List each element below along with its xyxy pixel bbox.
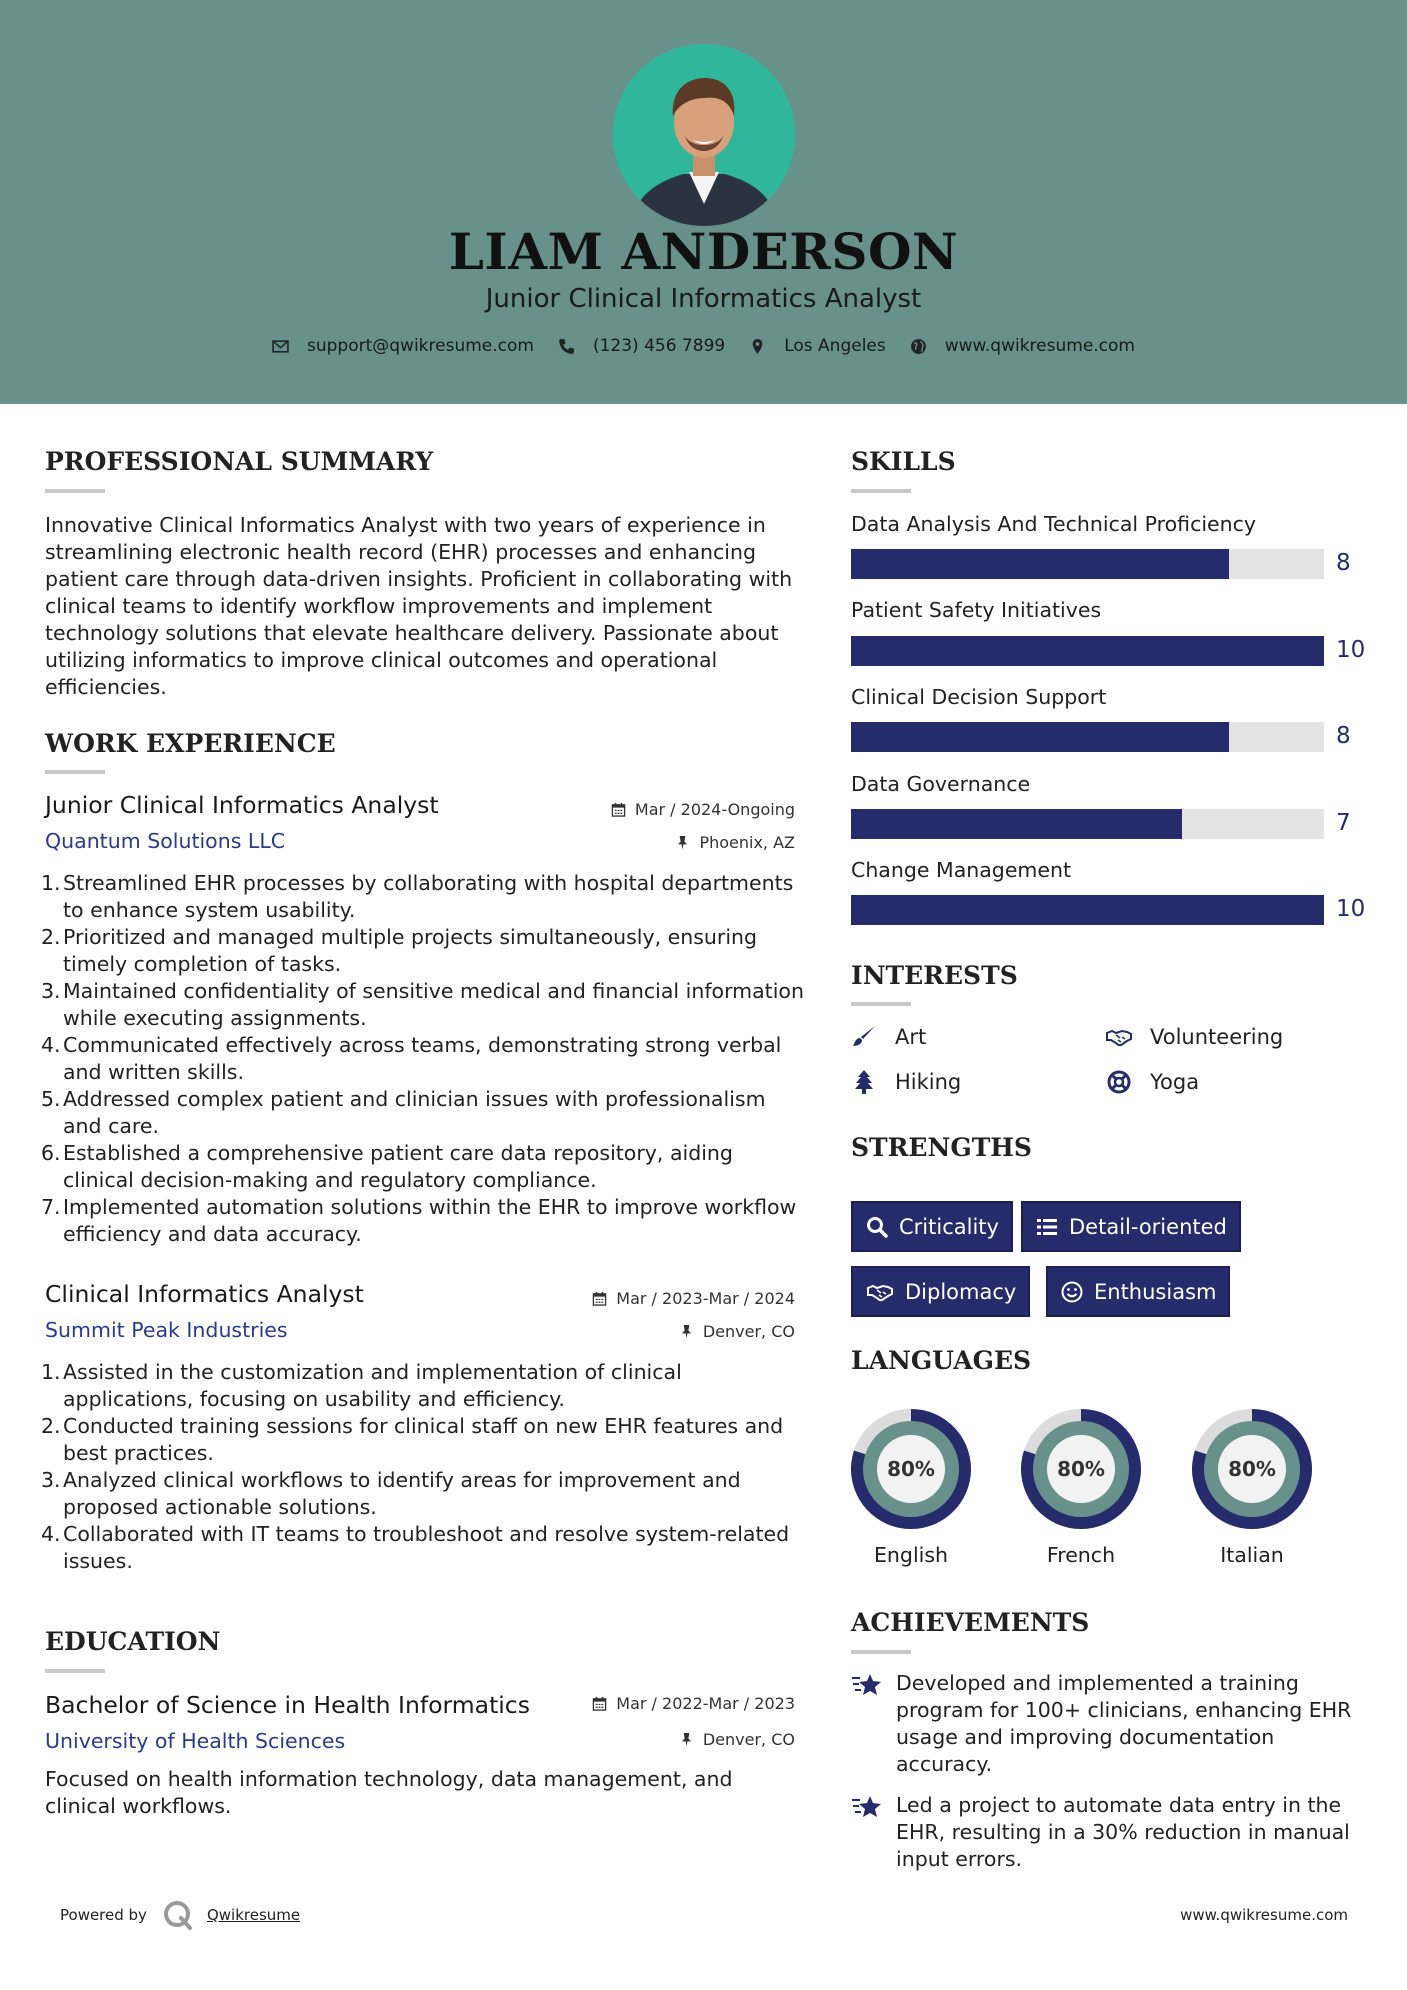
job-title: Junior Clinical Informatics Analyst [45, 791, 439, 819]
summary-heading: PROFESSIONAL SUMMARY [45, 447, 434, 476]
skills-heading: SKILLS [851, 447, 956, 476]
map-pin-icon [749, 338, 766, 355]
list-icon [1035, 1215, 1059, 1239]
strength-label: Detail-oriented [1069, 1214, 1227, 1239]
profile-photo [613, 44, 795, 226]
language-item [1190, 1407, 1314, 1567]
list-item: 3. Maintained confidentiality of sensitive medical and financial information while executing assignments. [41, 979, 804, 1030]
skill-bar-fill [851, 722, 1229, 752]
job-entry [41, 788, 804, 1248]
skills-list [851, 510, 1371, 930]
job-dates [611, 800, 795, 819]
education-dates-text: Mar / 2022-Mar / 2023 [616, 1694, 795, 1713]
candidate-name: LIAM ANDERSON [448, 222, 959, 281]
calendar-icon [592, 1696, 607, 1711]
language-ring [1190, 1407, 1314, 1531]
lifering-icon [1106, 1070, 1132, 1094]
list-item: 7. Implemented automation solutions within the EHR to improve workflow efficiency and data accuracy. [41, 1195, 797, 1246]
education-heading: EDUCATION [45, 1627, 221, 1656]
job-company: Summit Peak Industries [45, 1318, 288, 1342]
contact-location [749, 336, 886, 356]
languages-heading: LANGUAGES [851, 1346, 1032, 1375]
job-company: Quantum Solutions LLC [45, 829, 286, 853]
skill-bar [851, 549, 1324, 579]
footer-powered-by [60, 1898, 300, 1932]
pushpin-icon [679, 1324, 694, 1339]
list-item: 5. Addressed complex patient and clinician issues with professionalism and care. [41, 1087, 766, 1138]
strength-chip [851, 1201, 1013, 1252]
language-percent: 80% [887, 1457, 935, 1481]
strength-label: Enthusiasm [1094, 1279, 1217, 1304]
footer-website[interactable]: www.qwikresume.com [1180, 1906, 1348, 1924]
list-item: 3. Analyzed clinical workflows to identify areas for improvement and proposed actionable solutions. [41, 1468, 741, 1519]
candidate-title: Junior Clinical Informatics Analyst [485, 284, 922, 314]
star-icon [851, 1670, 885, 1700]
strength-chip [1046, 1266, 1230, 1317]
skill-label: Clinical Decision Support [851, 685, 1107, 709]
person-portrait-icon [613, 44, 795, 226]
phone-icon [558, 338, 575, 355]
powered-by-text: Powered by [60, 1906, 147, 1924]
language-percent: 80% [1228, 1457, 1276, 1481]
achievements-divider [851, 1650, 911, 1654]
skill-value: 8 [1336, 550, 1351, 576]
skill-value: 10 [1336, 637, 1366, 663]
job-dates-text: Mar / 2024-Ongoing [634, 800, 795, 819]
calendar-icon [611, 802, 626, 817]
contact-bar [0, 336, 1407, 356]
qwikresume-logo-icon [161, 1898, 195, 1932]
handshake-icon [865, 1280, 895, 1304]
job-bullets [41, 1359, 805, 1575]
education-dates [592, 1694, 795, 1713]
skill-bar-fill [851, 549, 1229, 579]
interest-label: Art [895, 1025, 927, 1049]
job-dates-text: Mar / 2023-Mar / 2024 [616, 1289, 795, 1308]
job-location-text: Denver, CO [702, 1322, 795, 1341]
list-item: 6. Established a comprehensive patient care data repository, aiding clinical decision-making and regulatory compliance. [41, 1141, 733, 1192]
smile-icon [1060, 1280, 1084, 1304]
contact-phone[interactable] [558, 336, 725, 356]
language-ring [1019, 1407, 1143, 1531]
globe-icon [910, 338, 927, 355]
achievement-item [851, 1792, 1371, 1873]
interests-divider [851, 1002, 911, 1006]
handshake-icon [1106, 1025, 1132, 1049]
language-ring [849, 1407, 973, 1531]
interest-item [1106, 1070, 1199, 1094]
interest-item [851, 1025, 926, 1049]
list-item: 2. Conducted training sessions for clinical staff on new EHR features and best practices. [41, 1414, 784, 1465]
achievement-text: Developed and implemented a training program for 100+ clinicians, enhancing EHR usage and improving documentation accuracy. [896, 1671, 1352, 1776]
language-item [1019, 1407, 1143, 1567]
job-entry [41, 1277, 795, 1597]
resume-header [0, 0, 1407, 404]
search-icon [865, 1215, 889, 1239]
calendar-icon [592, 1291, 607, 1306]
list-item: 2. Prioritized and managed multiple projects simultaneously, ensuring timely completion of tasks. [41, 925, 758, 976]
experience-divider [45, 770, 105, 774]
strength-chip [851, 1266, 1030, 1317]
skill-bar [851, 722, 1324, 752]
language-name: Italian [1220, 1543, 1284, 1567]
tree-icon [851, 1070, 877, 1094]
skills-divider [851, 489, 911, 493]
interest-label: Yoga [1150, 1070, 1200, 1094]
education-divider [45, 1669, 105, 1673]
achievement-text: Led a project to automate data entry in the EHR, resulting in a 30% reduction in manual input errors. [896, 1793, 1350, 1871]
achievement-item [851, 1670, 1371, 1778]
language-item [849, 1407, 973, 1567]
degree-title: Bachelor of Science in Health Informatics [45, 1691, 530, 1719]
skill-label: Data Governance [851, 772, 1031, 796]
interest-item [851, 1070, 961, 1094]
qwikresume-link[interactable]: Qwikresume [206, 1906, 301, 1924]
strength-label: Criticality [899, 1214, 999, 1239]
skill-bar [851, 895, 1324, 925]
interest-label: Volunteering [1150, 1025, 1284, 1049]
school-name: University of Health Sciences [45, 1729, 346, 1753]
interest-item [1106, 1025, 1283, 1049]
job-bullets [41, 870, 805, 1248]
list-item: 1. Streamlined EHR processes by collaborating with hospital departments to enhance system usability. [41, 871, 794, 922]
contact-website[interactable] [910, 336, 1135, 356]
skill-value: 8 [1336, 723, 1351, 749]
contact-email-text: support@qwikresume.com [307, 336, 534, 356]
skill-bar [851, 809, 1324, 839]
job-title: Clinical Informatics Analyst [45, 1280, 364, 1308]
strengths-heading: STRENGTHS [851, 1133, 1032, 1162]
skill-value: 10 [1336, 896, 1366, 922]
star-icon [851, 1792, 885, 1822]
paintbrush-icon [851, 1025, 877, 1049]
pushpin-icon [675, 835, 690, 850]
job-dates [592, 1289, 795, 1308]
interests-list [851, 1022, 1371, 1122]
job-location [675, 833, 795, 852]
skill-label: Patient Safety Initiatives [851, 598, 1102, 622]
contact-website-text: www.qwikresume.com [944, 336, 1135, 356]
skill-bar-fill [851, 895, 1324, 925]
summary-divider [45, 489, 105, 493]
language-name: French [1046, 1543, 1116, 1567]
envelope-icon [272, 338, 289, 355]
pushpin-icon [679, 1732, 694, 1747]
job-location [679, 1322, 795, 1341]
skill-bar [851, 636, 1324, 666]
experience-heading: WORK EXPERIENCE [45, 729, 336, 758]
skill-label: Change Management [851, 858, 1072, 882]
list-item: 4. Communicated effectively across teams, demonstrating strong verbal and written skills. [41, 1033, 782, 1084]
contact-location-text: Los Angeles [784, 336, 886, 356]
skill-value: 7 [1336, 810, 1351, 836]
strength-label: Diplomacy [905, 1279, 1017, 1304]
list-item: 4. Collaborated with IT teams to troubleshoot and resolve system-related issues. [41, 1522, 790, 1573]
skill-bar-fill [851, 809, 1182, 839]
education-location [679, 1730, 795, 1749]
language-percent: 80% [1057, 1457, 1105, 1481]
summary-text: Innovative Clinical Informatics Analyst with two years of experience in streamlining electronic health record (EHR) processes and enhancing patient care through data-driven insights. Proficient in collaborating with clinical teams to identify workflow improvements and implement technology solutions that elevate healthcare delivery. Passionate about utilizing informatics to improve clinical outcomes and operational efficiencies. [45, 513, 793, 699]
education-location-text: Denver, CO [702, 1730, 795, 1749]
skill-bar-fill [851, 636, 1324, 666]
education-description: Focused on health information technology, data management, and clinical workflows. [45, 1767, 733, 1818]
skill-label: Data Analysis And Technical Proficiency [851, 512, 1257, 536]
list-item: 1. Assisted in the customization and implementation of clinical applications, focusing on usability and efficiency. [41, 1360, 682, 1411]
job-location-text: Phoenix, AZ [699, 833, 795, 852]
achievements-heading: ACHIEVEMENTS [851, 1608, 1090, 1637]
contact-email[interactable] [272, 336, 534, 356]
education-entry [45, 1688, 795, 1828]
language-name: English [873, 1543, 949, 1567]
strength-chip [1021, 1201, 1241, 1252]
interest-label: Hiking [895, 1070, 962, 1094]
contact-phone-text: (123) 456 7899 [592, 336, 726, 356]
interests-heading: INTERESTS [851, 961, 1018, 990]
